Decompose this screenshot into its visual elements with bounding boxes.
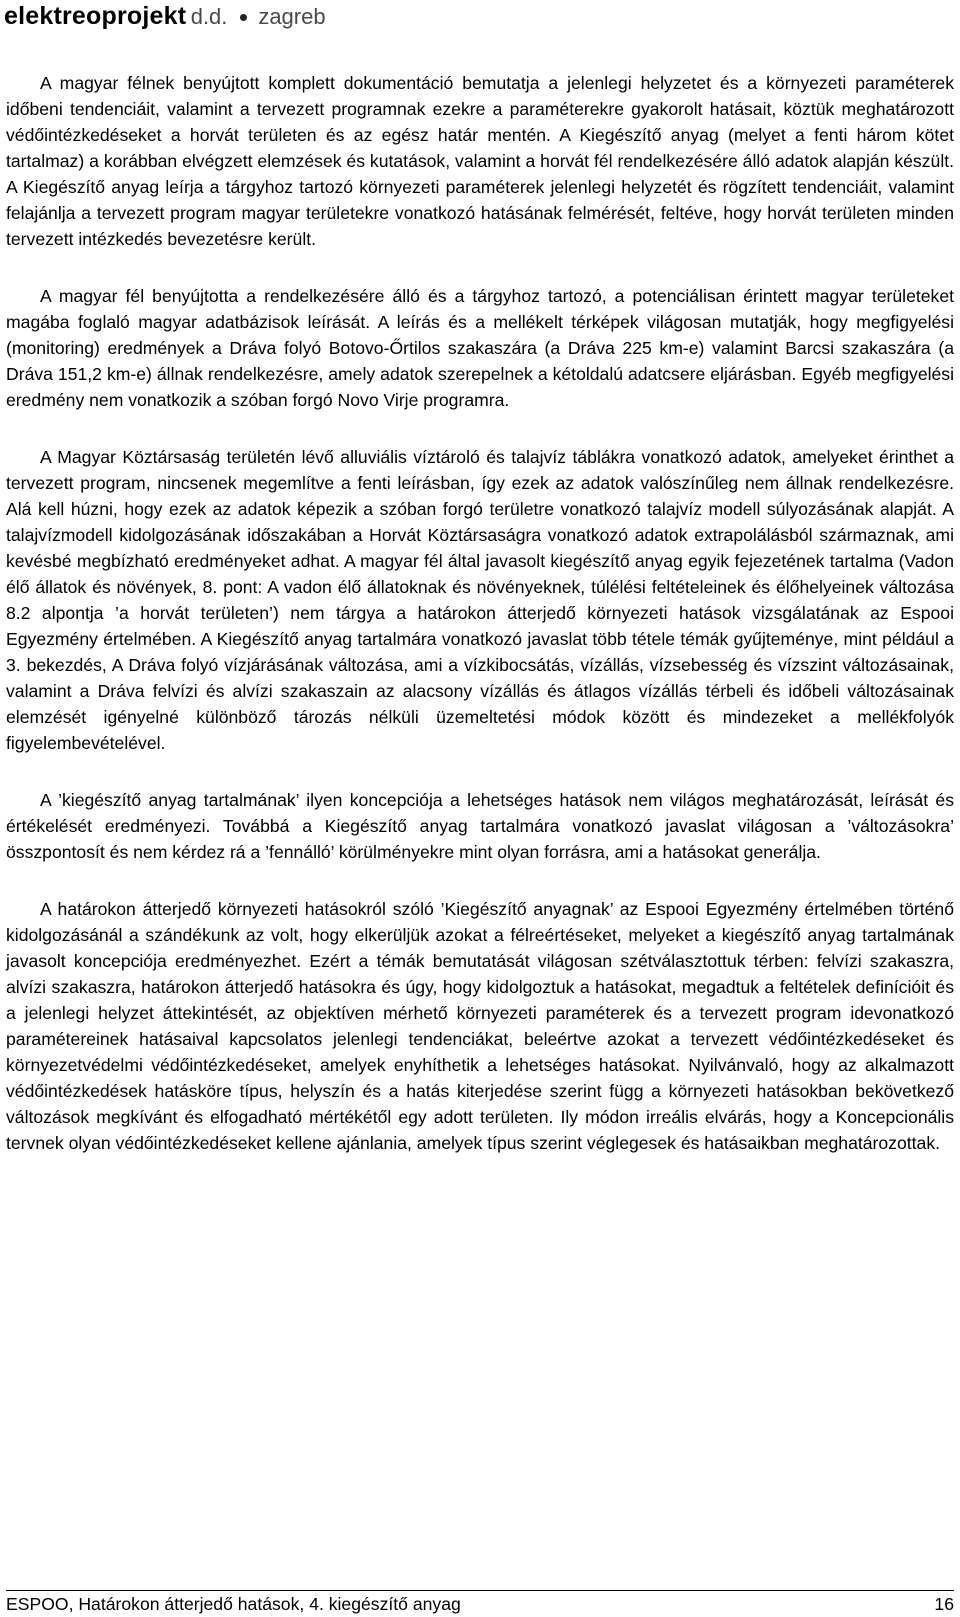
page-footer <box>6 1590 954 1615</box>
bullet-icon <box>240 14 247 21</box>
company-city: zagreb <box>258 4 326 29</box>
paragraph-3: A Magyar Köztársaság területén lévő alluviális víztároló és talajvíz táblákra vonatkozó adatok, amelyeket érinthet a tervezett program, nincsenek megemlítve a fenti leírásban, így ezek az adatok valószínűleg nem állnak rendelkezésre. Alá kell húzni, hogy ezek az adatok képezik a szóban forgó területre vonatkozó talajvíz modell súlyozásának alapját. A talajvízmodell kidolgozásának időszakában a Horvát Köztársaságra vonatkozó adatok extrapolálásból származnak, ami kevésbé megbízható eredményeket adhat. A magyar fél által javasolt kiegészítő anyag egyik fejezetének tartalma (Vadon élő állatok és növények, 8. pont: A vadon élő állatoknak és növényeknek, túlélési feltételeinek és élőhelyeinek változása 8.2 alpontja ’a horvát területen’) nem tárgya a határokon átterjedő környezeti hatások vizsgálatának az Espooi Egyezmény értelmében. A Kiegészítő anyag tartalmára vonatkozó javaslat több tétele témák gyűjteménye, mint például a 3. bekezdés, A Dráva folyó vízjárásának változása, ami a vízkibocsátás, vízállás, vízsebesség és vízszint változásainak, valamint a Dráva felvízi és alvízi szakaszain az alacsony vízállás és átlagos vízállás térbeli és időbeli változásainak elemzését igényelné különböző tározás nélküli üzemeltetési módok között és mindezeket a mellékfolyók figyelembevételével. <box>6 447 954 753</box>
paragraph-5: A határokon átterjedő környezeti hatásokról szóló ’Kiegészítő anyagnak’ az Espooi Egyezmény értelmében történő kidolgozásánál a szándékunk az volt, hogy elkerüljük azokat a félreértéseket, melyeket a kiegészítő anyag tartalmának javasolt koncepciója eredményezhet. Ezért a témák bemutatását világosan szétválasztottuk térben: felvízi szakaszra, alvízi szakaszra, határokon átterjedő hatásokra és úgy, hogy kidolgoztuk a hatásokat, megadtuk a feltételek definícióit és a jelenlegi helyzet áttekintését, az objektíven mérhető környezeti paraméterek és a tervezett program idevonatkozó paramétereinek hatásaival kapcsolatos jelenlegi tendenciákat, beleértve azokat a tervezett védőintézkedéseket és környezetvédelmi védőintézkedéseket, amelyek enyhíthetik a lehetséges hatásokat. Nyilvánvaló, hogy az alkalmazott védőintézkedések hatásköre típus, helyszín és a hatás kiterjedése szerint függ a környezeti hatásokban bekövetkező változások megkívánt és elfogadható mértékétől egy adott területen. Ily módon irreális elvárás, hogy a Koncepcionális tervnek olyan védőintézkedéseket kellene ajánlania, amelyek típus szerint véglegesek és hatásaikban meghatározottak. <box>6 899 954 1153</box>
paragraph-2: A magyar fél benyújtotta a rendelkezésére álló és a tárgyhoz tartozó, a potenciálisan érintett magyar területeket magába foglaló magyar adatbázisok leírását. A leírás és a mellékelt térképek világosan mutatják, hogy megfigyelési (monitoring) eredmények a Dráva folyó Botovo-Őrtilos szakaszára (a Dráva 225 km-e) valamint Barcsi szakaszára (a Dráva 151,2 km-e) állnak rendelkezésre, amely adatok szerepelnek a kétoldalú adatcsere eljárásban. Egyéb megfigyelési eredmény nem vonatkozik a szóban forgó Novo Virje programra. <box>6 286 954 410</box>
footer-document-title: ESPOO, Határokon átterjedő hatások, 4. kiegészítő anyag <box>6 1594 461 1614</box>
paragraph-1: A magyar félnek benyújtott komplett dokumentáció bemutatja a jelenlegi helyzetet és a környezeti paraméterek időbeni tendenciáit, valamint a tervezett programnak ezekre a paraméterekre gyakorolt hatásait, köztük meghatározott védőintézkedéseket a horvát területen és az egész határ mentén. A Kiegészítő anyag (melyet a fenti három kötet tartalmaz) a korábban elvégzett elemzések és kutatások, valamint a horvát fél rendelkezésére álló adatok alapján készült. A Kiegészítő anyag leírja a tárgyhoz tartozó környezeti paraméterek jelenlegi helyzetét és rögzített tendenciáit, valamint felajánlja a tervezett program magyar területekre vonatkozó hatásának felmérését, feltéve, hogy horvát területen minden tervezett intézkedés bevezetésre került. <box>6 73 954 249</box>
company-name: elektreoprojekt <box>4 2 187 30</box>
company-suffix: d.d. <box>190 4 228 29</box>
document-body <box>6 70 954 1156</box>
page-header <box>4 2 326 32</box>
page-number: 16 <box>934 1594 954 1614</box>
paragraph-4: A ’kiegészítő anyag tartalmának’ ilyen koncepciója a lehetséges hatások nem világos meghatározását, leírását és értékelését eredményezi. Továbbá a Kiegészítő anyag tartalmára vonatkozó javaslat világosan a ’változásokra’ összpontosít és nem kérdez rá a ’fennálló’ körülményekre mint olyan forrásra, ami a hatásokat generálja. <box>6 790 954 862</box>
